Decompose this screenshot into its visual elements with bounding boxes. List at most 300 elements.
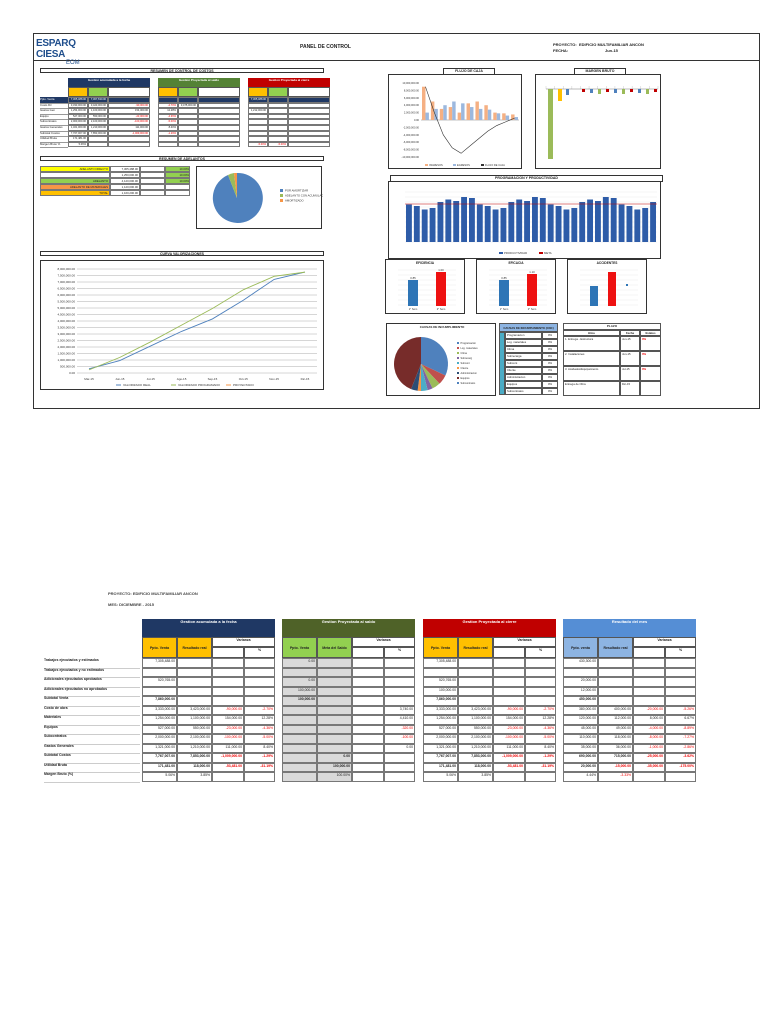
waste-legend-swatch-6	[457, 372, 459, 374]
margen-title: MARGEN BRUTO	[574, 68, 626, 75]
lower-cell-1-11-1: 100,000.00	[317, 763, 352, 773]
cashflow-title: FLUJO DE CAJA	[443, 68, 495, 75]
prod-legend-swatch-1	[539, 252, 543, 254]
productivity-panel	[388, 181, 661, 259]
causes-label-4: Subcont	[505, 360, 542, 367]
curve-ytick-15: 500,000.00	[59, 364, 75, 369]
waste-legend-label-1: Log. materiales	[460, 347, 478, 350]
cost-cell-5-1: 1,210,000.00	[88, 125, 108, 131]
lower-sub-pct-0: %	[244, 647, 275, 658]
curve-legend-label-0: VALORIZADO REAL	[123, 383, 151, 387]
cost-row-label-3: Equipo	[40, 114, 68, 121]
kpi-bar2-0	[436, 272, 446, 306]
lower-cell-0-0-2	[212, 658, 244, 668]
lower-cell-0-7-0: 527,000.00	[142, 725, 177, 735]
lower-cell-1-3-2	[352, 687, 384, 697]
causes-label-0: Programacion	[505, 332, 542, 339]
lower-cell-1-5-3: 3,740.00	[384, 706, 415, 716]
lower-cell-2-6-2: 154,000.00	[493, 715, 525, 725]
advance-pct-1: 10.00%	[165, 172, 190, 178]
cost-cell-8-3	[158, 142, 178, 148]
cost-cell-8-6: -5.00%	[248, 142, 268, 148]
cost-sub-ppto-1	[158, 87, 178, 97]
cost-cell-8-7: -5.00%	[268, 142, 288, 148]
lower-cell-1-9-2	[352, 744, 384, 754]
date-label: FECHA:	[553, 48, 569, 53]
lower-sub-var-abs-1	[352, 647, 384, 658]
advance-val-1: 1,250,000.00	[110, 172, 140, 178]
cost-cell-4-0: 2,000,000.00	[68, 119, 88, 125]
cost-sub-real-1	[178, 87, 198, 97]
lower-row-label-3: Adicionales ejecutados no aprobados	[44, 687, 140, 698]
lower-cell-0-7-3: -4.36%	[244, 725, 275, 735]
cash-bar-inc-0	[422, 87, 425, 120]
cost-group-0: Gestion acumulada a la fecha	[68, 78, 150, 87]
lower-cell-3-0-0: 430,300.00	[563, 658, 598, 668]
lower-cell-1-8-3: -100.00	[384, 734, 415, 744]
cost-cell-2-3: 12.28%	[158, 108, 178, 114]
waste-legend-label-7: Equipos	[460, 377, 470, 380]
curve-ytick-8: 4,000,000.00	[57, 319, 75, 323]
lower-cell-0-9-0: 1,321,000.00	[142, 744, 177, 754]
lower-cell-1-1-2	[352, 668, 384, 678]
lower-cell-1-0-3	[384, 658, 415, 668]
curve-ytick-4: 6,000,000.00	[57, 293, 75, 297]
advance-label-2: ADELANTO	[40, 178, 110, 184]
cash-bar-egr-4	[461, 103, 464, 120]
lower-cell-3-2-2	[633, 677, 665, 687]
kpi-v2-1: 1.10	[529, 270, 535, 274]
cost-cell-8-8	[288, 142, 330, 148]
lower-cell-1-11-2	[352, 763, 384, 773]
curve-xtick-5: Oct-15	[238, 377, 248, 381]
waste-legend-label-4: Subcont	[460, 362, 470, 365]
lower-cell-3-12-1: -3.33%	[598, 772, 633, 782]
kpi-bar1-0	[408, 280, 418, 306]
lower-cell-0-1-0	[142, 668, 177, 678]
cash-bar-egr-5	[470, 107, 473, 120]
curve-ytick-0: 8,000,000.00	[57, 267, 75, 271]
cash-legend-label-2: FLUJO DE CAJA	[485, 164, 505, 167]
cost-cell-8-0: 5.06%	[68, 142, 88, 148]
cash-ytick-6: -2,000,000.00	[402, 126, 419, 130]
cashflow-chart	[389, 75, 523, 170]
cost-row-label-7: Utilidad Bruta	[40, 136, 68, 143]
curve-ytick-13: 1,500,000.00	[57, 351, 75, 356]
lower-project-label: PROYECTO: EDIFICIO MULTIFAMILIAR ANCON	[108, 591, 198, 596]
causes-pie-panel	[386, 323, 496, 396]
lower-sub-pct-1: %	[384, 647, 415, 658]
lower-cell-1-1-1	[317, 668, 352, 678]
lower-cell-0-3-3	[244, 687, 275, 697]
waste-legend-label-8: Subcontratos	[460, 382, 476, 385]
cash-bar-egr-0	[425, 113, 428, 120]
prod-bar-12	[501, 208, 507, 242]
lower-cell-3-8-2: -8,000.00	[633, 734, 665, 744]
lower-cell-0-1-1	[177, 668, 212, 678]
lower-cell-1-10-2	[352, 753, 384, 763]
prod-bar-11	[493, 210, 499, 243]
dates-header-2: Estatus	[640, 330, 661, 336]
prod-bar-5	[445, 200, 451, 243]
lower-cell-1-3-1	[317, 687, 352, 697]
cost-cell-8-2	[108, 142, 150, 148]
cost-cell-2-0: 1,254,000.00	[68, 108, 88, 114]
waste-legend-swatch-7	[457, 377, 459, 379]
lower-cell-3-7-3: -8.89%	[665, 725, 696, 735]
cost-cell-1-4: 3,475,000.00	[178, 103, 198, 109]
lower-row-label-2: Adicionales ejecutados aprobados	[44, 677, 140, 688]
lower-cell-0-6-2: 154,000.00	[212, 715, 244, 725]
cash-legend-swatch-0	[425, 164, 428, 166]
lower-cell-1-4-1	[317, 696, 352, 706]
curve-title: CURVA VALORIZACIONES	[40, 251, 324, 256]
lower-cell-1-8-1	[317, 734, 352, 744]
logo-text: ESPARQ CIESA	[36, 38, 76, 60]
margen-bar-sm-3	[606, 89, 609, 92]
advances-title: RESUMEN DE ADELANTOS	[40, 156, 324, 161]
cost-sub-real-0	[88, 87, 108, 97]
lower-cell-2-7-3: -4.36%	[525, 725, 556, 735]
lower-cell-1-10-3	[384, 753, 415, 763]
curve-xtick-6: Nov-15	[269, 377, 279, 381]
lower-cell-3-12-2	[633, 772, 665, 782]
prod-bar-9	[477, 205, 483, 243]
cash-bar-egr-10	[515, 117, 518, 120]
kpi-v1-0: 0.85	[410, 276, 416, 280]
lower-cell-2-12-1: 3.85%	[458, 772, 493, 782]
advance-label-0: ADELANTO DIRECTO	[40, 166, 110, 172]
curve-xtick-4: Sep-15	[207, 377, 218, 381]
curve-line-real	[89, 272, 305, 369]
lower-cell-3-5-2: -20,000.00	[633, 706, 665, 716]
lower-sub-real-1: Meta del Saldo	[317, 637, 352, 658]
lower-cell-0-6-0: 1,254,000.00	[142, 715, 177, 725]
margen-chart	[536, 75, 662, 170]
cost-cell-6-1: 7,853,000.00	[88, 131, 108, 137]
dates-cell-0-2: 0%	[640, 336, 661, 351]
prod-bar-24	[595, 201, 601, 242]
lower-cell-3-11-0: 20,000.00	[563, 763, 598, 773]
lower-cell-3-8-3: -7.27%	[665, 734, 696, 744]
lower-row-label-11: Utilidad Bruta	[44, 763, 140, 774]
cost-sub-ppto-2	[248, 87, 268, 97]
causes-val-3: 0%	[542, 353, 558, 360]
lower-sub-pct-3: %	[665, 647, 696, 658]
advance-label-4: TOTAL	[40, 190, 110, 196]
lower-group-3: Resultado del mes	[563, 619, 696, 637]
causes-val-0: 0%	[542, 332, 558, 339]
lower-cell-1-7-2	[352, 725, 384, 735]
kpi-l1-0: 1° Sem	[408, 308, 418, 311]
lower-sub-ppto-0: Ppto. Venta	[142, 637, 177, 658]
advances-pie-chart	[197, 167, 323, 230]
waste-legend-swatch-1	[457, 347, 459, 349]
cash-ytick-4: 2,000,000.00	[403, 111, 419, 115]
lower-cell-3-9-1: 36,000.00	[598, 744, 633, 754]
lower-cell-3-3-1	[598, 687, 633, 697]
lower-cell-1-12-1: 100.00%	[317, 772, 352, 782]
cash-bar-inc-8	[493, 113, 496, 120]
cash-ytick-5: 0.00	[413, 119, 419, 122]
lower-cell-2-1-1	[458, 668, 493, 678]
cash-bar-egr-2	[443, 105, 446, 120]
lower-cell-2-2-0: 520,765.00	[423, 677, 458, 687]
lower-cell-2-7-1: 550,000.00	[458, 725, 493, 735]
lower-cell-3-10-2: -25,000.00	[633, 753, 665, 763]
dates-cell-1-1: Jun-15	[620, 351, 640, 366]
prod-bar-14	[516, 200, 522, 243]
lower-cell-3-3-2	[633, 687, 665, 697]
lower-cell-2-3-3	[525, 687, 556, 697]
curve-ytick-2: 7,000,000.00	[57, 280, 75, 284]
margen-bar-sm-6	[630, 89, 633, 92]
waste-legend-label-5: Cliente	[460, 367, 469, 370]
lower-cell-3-9-0: 35,000.00	[563, 744, 598, 754]
lower-cell-1-9-1	[317, 744, 352, 754]
lower-cell-2-6-1: 1,100,000.00	[458, 715, 493, 725]
lower-cell-1-1-0	[282, 668, 317, 678]
adv-legend-swatch-2	[280, 199, 283, 202]
lower-cell-2-5-2: -90,000.00	[493, 706, 525, 716]
cost-row-label-0: Ppto. Venta	[40, 97, 68, 104]
lower-row-label-12: Margen Bruto (%)	[44, 772, 140, 783]
lower-month-label: MES: DICIEMBRE - 2015	[108, 602, 155, 607]
lower-cell-0-11-0: 171,481.00	[142, 763, 177, 773]
curve-ytick-7: 4,500,000.00	[57, 312, 75, 317]
curve-xtick-1: Jun-15	[115, 377, 125, 381]
cash-legend-swatch-1	[453, 164, 456, 166]
cash-bar-egr-9	[506, 116, 509, 120]
project-value: EDIFICIO MULTIFAMILIAR ANCON	[579, 42, 644, 47]
curve-ytick-5: 5,500,000.00	[57, 299, 75, 304]
cost-cell-1-2: -90,000.00	[108, 103, 150, 109]
lower-cell-3-4-2	[633, 696, 665, 706]
advance-val-3: 1,120,000.00	[110, 184, 140, 190]
lower-cell-3-9-3: -2.86%	[665, 744, 696, 754]
dates-cell-1-2: 0%	[640, 351, 661, 366]
causes-val-1: 0%	[542, 339, 558, 346]
cash-legend-label-1: EGRESOS	[457, 164, 470, 167]
cost-cell-5-3: 8.40%	[158, 125, 178, 131]
lower-cell-1-0-2	[352, 658, 384, 668]
advances-pie-panel	[196, 166, 322, 229]
lower-sub-var-abs-3	[633, 647, 665, 658]
lower-cell-0-11-3: -31.19%	[244, 763, 275, 773]
cost-row-label-4: Subcontratos	[40, 119, 68, 126]
lower-cell-2-4-0: 7,860,000.00	[423, 696, 458, 706]
lower-cell-1-6-1	[317, 715, 352, 725]
cost-cell-0-0: 7,305,488.00	[68, 97, 88, 103]
lower-cell-1-7-0	[282, 725, 317, 735]
lower-cell-0-2-3	[244, 677, 275, 687]
advance-val2-4	[140, 190, 165, 196]
kpi-title-2: ACCIDENTES	[596, 261, 618, 265]
cash-ytick-7: -4,000,000.00	[402, 133, 419, 137]
dates-header-1: Fecha	[620, 330, 640, 336]
lower-cell-2-11-2: -53,481.00	[493, 763, 525, 773]
advance-val-0: 7,305,488.00	[110, 166, 140, 172]
prod-bar-17	[540, 198, 546, 242]
lower-cell-1-4-0: 100,000.00	[282, 696, 317, 706]
lower-cell-3-9-2: -1,000.00	[633, 744, 665, 754]
lower-cell-1-4-2	[352, 696, 384, 706]
lower-sub-var-2: Varianza	[493, 637, 556, 647]
dates-cell-1-0: 2. Instalaciones	[563, 351, 620, 366]
lower-cell-2-9-0: 1,321,000.00	[423, 744, 458, 754]
cash-bar-inc-9	[502, 113, 505, 120]
causes-label-8: Subcontratos	[505, 388, 542, 395]
lower-cell-2-2-2	[493, 677, 525, 687]
lower-cell-3-5-3: -5.26%	[665, 706, 696, 716]
lower-cell-2-1-0	[423, 668, 458, 678]
lower-cell-2-0-0: 7,305,488.00	[423, 658, 458, 668]
lower-cell-1-7-3: -320.00	[384, 725, 415, 735]
cost-cell-1-0: 3,333,000.00	[68, 103, 88, 109]
cash-ytick-1: 8,000,000.00	[403, 89, 419, 93]
advance-label-3: ADELANTO DE MATERIALES	[40, 184, 110, 190]
waste-legend-label-2: Clima	[460, 352, 467, 355]
cost-sub-var-2	[288, 87, 330, 97]
lower-sub-var-0: Varianza	[212, 637, 275, 647]
lower-cell-3-2-3	[665, 677, 696, 687]
lower-cell-0-0-1	[177, 658, 212, 668]
causes-val-7: 0%	[542, 381, 558, 388]
lower-cell-0-3-0	[142, 687, 177, 697]
lower-cell-0-7-1: 550,000.00	[177, 725, 212, 735]
lower-cell-3-4-1	[598, 696, 633, 706]
cost-cell-3-3: -4.36%	[158, 114, 178, 120]
cost-cell-6-3: -1.29%	[158, 131, 178, 137]
lower-cell-3-1-1	[598, 668, 633, 678]
productivity-title: PROGRAMACION Y PRODUCTIVIDAD	[390, 175, 663, 182]
dates-cell-2-1: Jul-15	[620, 366, 640, 381]
lower-cell-1-2-2	[352, 677, 384, 687]
adv-legend-swatch-0	[280, 189, 283, 192]
company-logo	[36, 38, 96, 66]
lower-cell-1-2-1	[317, 677, 352, 687]
lower-cell-1-3-3	[384, 687, 415, 697]
lower-cell-3-7-2: -4,000.00	[633, 725, 665, 735]
curve-ytick-11: 2,500,000.00	[57, 338, 75, 343]
cost-cell-8-1	[88, 142, 108, 148]
lower-cell-1-8-2	[352, 734, 384, 744]
cost-cell-6-0: 7,767,007.00	[68, 131, 88, 137]
lower-cell-0-0-0: 7,305,488.00	[142, 658, 177, 668]
project-info	[553, 42, 644, 54]
dates-cell-0-1: Jun-15	[620, 336, 640, 351]
advance-val-4: 1,160,200.00	[110, 190, 140, 196]
lower-cell-3-1-2	[633, 668, 665, 678]
cost-cell-8-5	[198, 142, 240, 148]
lower-cell-3-3-3	[665, 687, 696, 697]
prod-legend-label-0: PRODUCTIVIDAD	[504, 251, 528, 255]
lower-row-label-8: Subcontratos	[44, 734, 140, 745]
kpi-chart-1	[477, 260, 555, 313]
lower-cell-3-12-0: 4.44%	[563, 772, 598, 782]
lower-cell-2-10-3: -1.29%	[525, 753, 556, 763]
waste-legend-swatch-4	[457, 362, 459, 364]
cash-bar-inc-2	[440, 109, 443, 120]
lower-cell-2-0-1	[458, 658, 493, 668]
cost-row-label-5: Gastos Generales	[40, 125, 68, 132]
waste-legend-label-3: Sobrecarg	[460, 357, 473, 360]
lower-cell-3-11-1: -15,000.00	[598, 763, 633, 773]
lower-cell-1-0-1	[317, 658, 352, 668]
prod-bar-31	[650, 202, 656, 242]
prod-bar-22	[579, 202, 585, 242]
causes-val-4: 0%	[542, 360, 558, 367]
waste-legend-label-0: Programacion	[460, 342, 477, 345]
lower-cell-0-9-1: 1,210,000.00	[177, 744, 212, 754]
causes-label-5: Cliente	[505, 367, 542, 374]
date-value: Jun-15	[605, 48, 618, 53]
cost-cell-3-0: 527,000.00	[68, 114, 88, 120]
lower-cell-3-5-1: 400,000.00	[598, 706, 633, 716]
prod-bar-28	[627, 206, 633, 242]
kpi-v2-0: 1.00	[438, 268, 444, 272]
cash-bar-inc-6	[475, 102, 478, 121]
lower-cell-2-4-2	[493, 696, 525, 706]
cashflow-panel	[388, 74, 522, 169]
lower-cell-3-6-0: 120,000.00	[563, 715, 598, 725]
lower-cell-3-6-3: 6.67%	[665, 715, 696, 725]
cost-cell-3-1: 550,000.00	[88, 114, 108, 120]
cost-cell-1-1: 3,423,000.00	[88, 103, 108, 109]
lower-cell-0-2-2	[212, 677, 244, 687]
lower-cell-0-5-1: 3,423,000.00	[177, 706, 212, 716]
lower-cell-0-6-1: 1,100,000.00	[177, 715, 212, 725]
lower-cell-0-5-2: -90,000.00	[212, 706, 244, 716]
lower-cell-0-1-3	[244, 668, 275, 678]
lower-cell-2-2-3	[525, 677, 556, 687]
dates-cell-3-2	[640, 381, 661, 396]
prod-bar-23	[587, 200, 593, 243]
margen-bar-sm-7	[638, 89, 641, 93]
lower-cell-1-3-0: 100,000.00	[282, 687, 317, 697]
dates-cell-0-0: 1. Entrega - Estructura	[563, 336, 620, 351]
waste-legend-label-6: Administracion	[460, 372, 477, 375]
cash-bar-egr-7	[488, 110, 491, 120]
causes-val-8: 0%	[542, 388, 558, 395]
lower-cell-0-2-0: 520,765.00	[142, 677, 177, 687]
margen-bar-sm-1	[590, 89, 593, 93]
kpi-title-1: EFICACIA	[508, 261, 524, 265]
kpi-bar1-2	[590, 286, 598, 306]
lower-group-0: Gestion acumulada a la fecha	[142, 619, 275, 637]
lower-cell-2-5-1: 3,423,000.00	[458, 706, 493, 716]
cash-ytick-10: -10,000,000.00	[401, 156, 419, 159]
lower-cell-0-10-1: 7,853,000.00	[177, 753, 212, 763]
kpi-chart-2	[568, 260, 646, 313]
lower-cell-0-9-3: 8.40%	[244, 744, 275, 754]
lower-cell-3-7-0: 45,000.00	[563, 725, 598, 735]
lower-cell-2-4-1	[458, 696, 493, 706]
kpi-title-0: EFICIENCIA	[415, 261, 435, 265]
lower-sub-pct-2: %	[525, 647, 556, 658]
prod-bar-18	[548, 205, 554, 243]
lower-cell-2-10-1: 7,853,000.00	[458, 753, 493, 763]
prod-bar-4	[438, 202, 444, 242]
advances-table	[40, 166, 190, 198]
lower-sub-ppto-1: Ppto. Venta	[282, 637, 317, 658]
lower-cell-1-11-0	[282, 763, 317, 773]
lower-cell-3-11-3: -175.00%	[665, 763, 696, 773]
lower-cell-2-12-3	[525, 772, 556, 782]
cash-bar-egr-6	[479, 109, 482, 120]
lower-cell-3-4-3	[665, 696, 696, 706]
lower-cell-2-8-2: -100,000.00	[493, 734, 525, 744]
